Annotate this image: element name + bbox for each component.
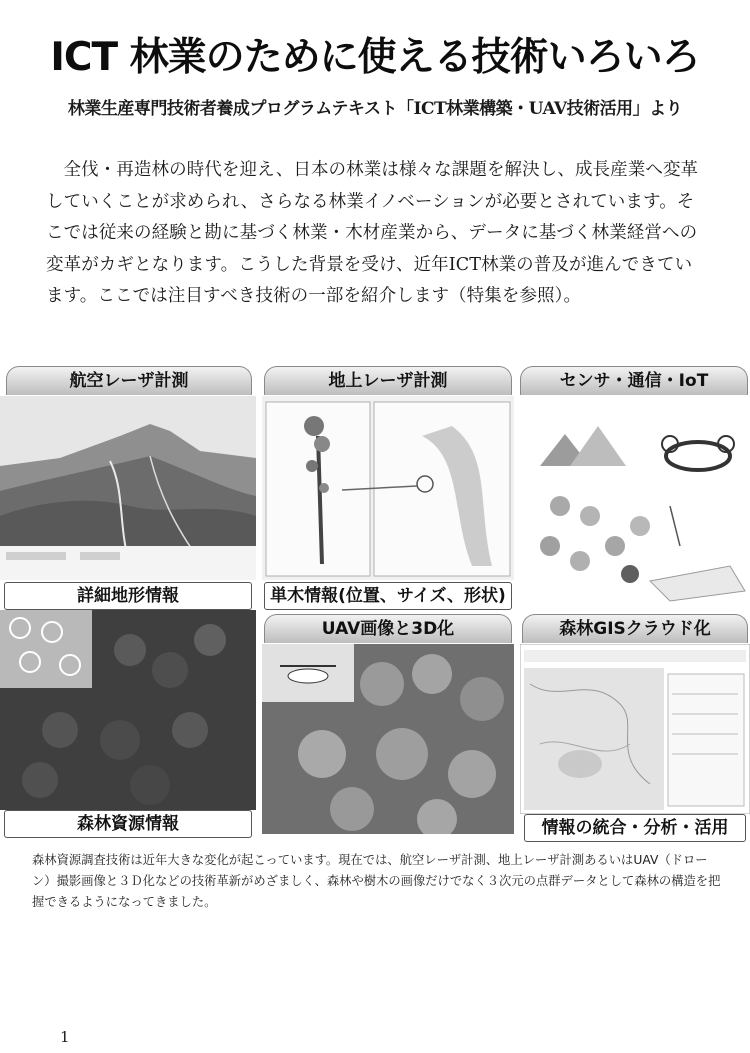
uav-3d-image bbox=[262, 644, 514, 834]
label-terrain-info: 詳細地形情報 bbox=[4, 582, 252, 610]
label-integration: 情報の統合・分析・活用 bbox=[524, 814, 746, 842]
sensor-iot-image bbox=[520, 396, 750, 606]
label-ground-laser: 地上レーザ計測 bbox=[264, 366, 512, 395]
label-tree-info: 単木情報(位置、サイズ、形状) bbox=[264, 582, 512, 610]
intro-paragraph: 全伐・再造林の時代を迎え、日本の林業は様々な課題を解決し、成長産業へ変革していくことが求められ、さらなる林業イノベーションが必要とされています。そこでは従来の経験と勘に基づく林業・木材産業から、データに基づく林業経営への変革がカギとなります。こうした背景を受け、近年ICT林業の普及が進んできています。ここでは注目すべき技術の一部を紹介します（特集を参照）。 bbox=[46, 160, 699, 306]
forest-canopy-graphic bbox=[0, 610, 256, 810]
page-number: 1 bbox=[60, 1028, 70, 1046]
airborne-laser-image bbox=[0, 396, 256, 580]
label-forest-resources: 森林資源情報 bbox=[4, 810, 252, 838]
gis-cloud-image bbox=[520, 644, 750, 814]
caption-text: 森林資源調査技術は近年大きな変化が起こっています。現在では、航空レーザ計測、地上レーザ計測あるいはUAV（ドローン）撮影画像と３Ｄ化などの技術革新がめざましく、森林や樹木の画像だけでなく３次元の点群データとして森林の構造を把握できるようになってきました。 bbox=[32, 853, 721, 909]
page-subtitle: 林業生産専門技術者養成プログラムテキスト「ICT林業構築・UAV技術活用」より bbox=[67, 99, 683, 119]
uav-canopy-graphic bbox=[262, 644, 514, 834]
point-cloud-graphic bbox=[262, 396, 514, 580]
terrain-3d-graphic bbox=[0, 396, 256, 580]
gis-map-graphic bbox=[520, 644, 750, 814]
ground-laser-image bbox=[262, 396, 514, 580]
forest-resources-image bbox=[0, 610, 256, 810]
label-gis-cloud: 森林GISクラウド化 bbox=[522, 614, 748, 643]
label-uav-3d: UAV画像と3D化 bbox=[264, 614, 512, 643]
page-title: ICT 林業のために使える技術いろいろ bbox=[50, 35, 700, 80]
iot-illustration bbox=[520, 396, 750, 606]
intro-text bbox=[46, 155, 706, 313]
label-airborne-laser: 航空レーザ計測 bbox=[6, 366, 252, 395]
label-sensor-iot: センサ・通信・IoT bbox=[520, 366, 748, 395]
